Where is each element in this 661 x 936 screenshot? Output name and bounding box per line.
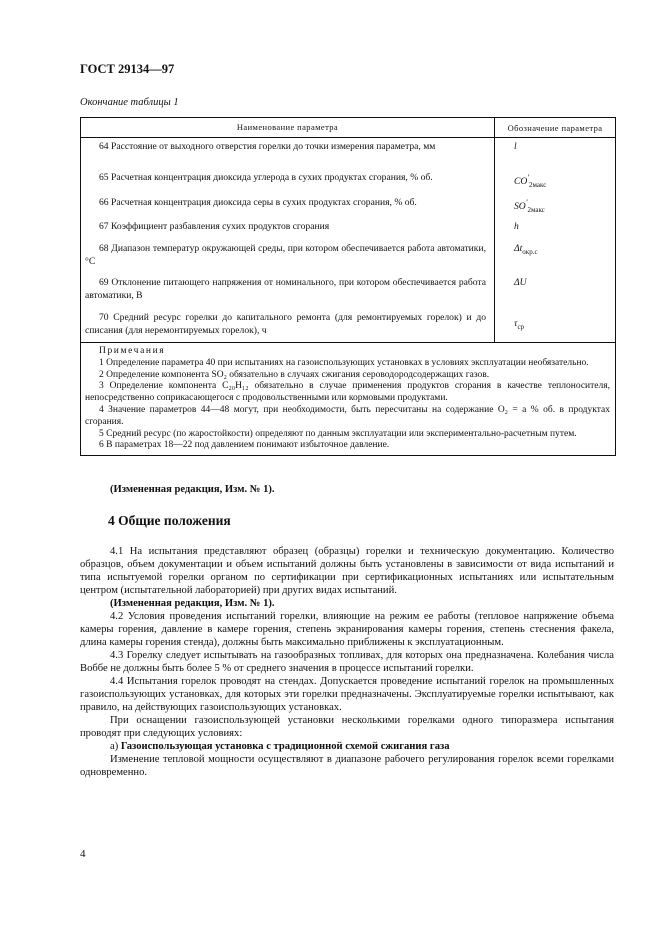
row-symbol: l — [514, 141, 517, 152]
row-symbol: $CO'_{2макс}$ — [514, 173, 547, 190]
note-item: 5 Средний ресурс (по жаростойкости) определяют по данным эксплуатации или экспериментально-расчетным путем. — [99, 428, 577, 439]
paragraph-4-2: 4.2 Условия проведения испытаний горелки, влияющие на режим ее работы (тепловое напряжение объема камеры горения, давление в камере горения, степень экранирования камеры горения, степень стеснения факела, длина камеры горения стенда), должны быть максимально приближены к эксплуатационным. — [80, 611, 614, 648]
table-row — [81, 221, 615, 241]
table-notes — [81, 342, 615, 455]
paragraph-4-3: 4.3 Горелку следует испытывать на газообразных топливах, для которых она предназначена. Колебания числа Воббе не должны быть более 5 % от среднего значения в процессе испытаний горелки. — [80, 650, 614, 674]
row-text: 67 Коэффициент разбавления сухих продуктов сгорания — [99, 221, 330, 232]
row-symbol: h — [514, 221, 519, 232]
note-item: 2 Определение компонента SO₂ обязательно в случаях сжигания сероводородсодержащих газов. — [99, 369, 490, 380]
amendment-note: (Измененная редакция, Изм. № 1). — [110, 484, 275, 495]
table-row — [81, 138, 615, 170]
note-item: 6 В параметрах 18—22 под давлением понимают избыточное давление. — [99, 440, 390, 451]
row-text: 66 Расчетная концентрация диоксида серы в сухих продуктах сгорания, % об. — [99, 197, 417, 208]
row-text: 68 Диапазон температур окружающей среды, при котором обеспечивается работа автоматики, °С — [85, 243, 486, 267]
row-text: 70 Средний ресурс горелки до капитального ремонта (для ремонтируемых горелок) и до списания (для неремонтируемых горелок), ч — [85, 312, 486, 336]
note-item: 4 Значение параметров 44—48 могут, при необходимости, быть пересчитаны на содержание O₂ = a % об. в продуктах сгорания. — [85, 404, 610, 427]
table-row — [81, 197, 615, 221]
row-symbol: ΔU — [514, 277, 527, 288]
amendment-note: (Измененная редакция, Изм. № 1). — [110, 598, 275, 609]
table-row — [81, 170, 615, 197]
column-header-name: Наименование параметра — [81, 118, 495, 137]
section-title: 4 Общие положения — [108, 513, 231, 528]
row-symbol: $\Delta t_{окр.с}$ — [514, 243, 538, 256]
paragraph-equipment: При оснащении газоиспользующей установки несколькими горелками одного типоразмера испытания проводят при следующих условиях: — [80, 715, 614, 739]
table-body — [81, 138, 615, 342]
page-number: 4 — [80, 848, 86, 860]
document-id: ГОСТ 29134—97 — [80, 62, 175, 76]
table-header — [81, 118, 615, 138]
section-body — [80, 545, 614, 779]
row-text: 65 Расчетная концентрация диоксида углерода в сухих продуктах сгорания, % об. — [99, 172, 433, 183]
note-item: 1 Определение параметра 40 при испытаниях на газоиспользующих установках в условиях эксплуатации необязательно. — [99, 357, 589, 368]
table-row — [81, 241, 615, 275]
paragraph-heat-power: Изменение тепловой мощности осуществляют в диапазоне рабочего регулирования горелок всеми горелками одновременно. — [80, 754, 614, 778]
notes-title: Примечания — [99, 346, 166, 356]
row-text: 69 Отклонение питающего напряжения от номинального, при котором обеспечивается работа автоматики, В — [85, 277, 486, 301]
table-continuation-caption: Окончание таблицы 1 — [80, 97, 179, 108]
item-a: а) Газоиспользующая установка с традиционной схемой сжигания газа — [110, 741, 450, 752]
paragraph-4-1: 4.1 На испытания представляют образец (образцы) горелки и техническую документацию. Количество образцов, объем документации и объем испытаний должны быть установлены в зависимости от вида испытаний и типа испытуемой горелки органом по сертификации при сертификационных испытаниях или испытательным центром (испытательной лабораторией) при других видах испытаний. — [80, 546, 614, 596]
parameters-table — [80, 117, 616, 456]
paragraph-4-4: 4.4 Испытания горелок проводят на стендах. Допускается проведение испытаний горелок на промышленных газоиспользующих установках, для которых эти горелки предназначены. Эксплуатируемые горелки испытывают, как правило, на действующих газоиспользующих установках. — [80, 676, 614, 713]
table-row — [81, 310, 615, 342]
note-item: 3 Определение компонента C₂₀H₁₂ обязательно в случае применения продуктов сгорания в качестве теплоносителя, непосредственно соприкасающегося с продовольственными или кормовыми продуктами. — [85, 381, 610, 404]
row-text: 64 Расстояние от выходного отверстия горелки до точки измерения параметра, мм — [99, 141, 436, 152]
row-symbol: $\tau_{ср}$ — [514, 318, 525, 331]
table-row — [81, 275, 615, 310]
row-symbol: $SO'_{2макс}$ — [514, 198, 545, 215]
column-header-symbol: Обозначение параметра — [507, 122, 603, 133]
